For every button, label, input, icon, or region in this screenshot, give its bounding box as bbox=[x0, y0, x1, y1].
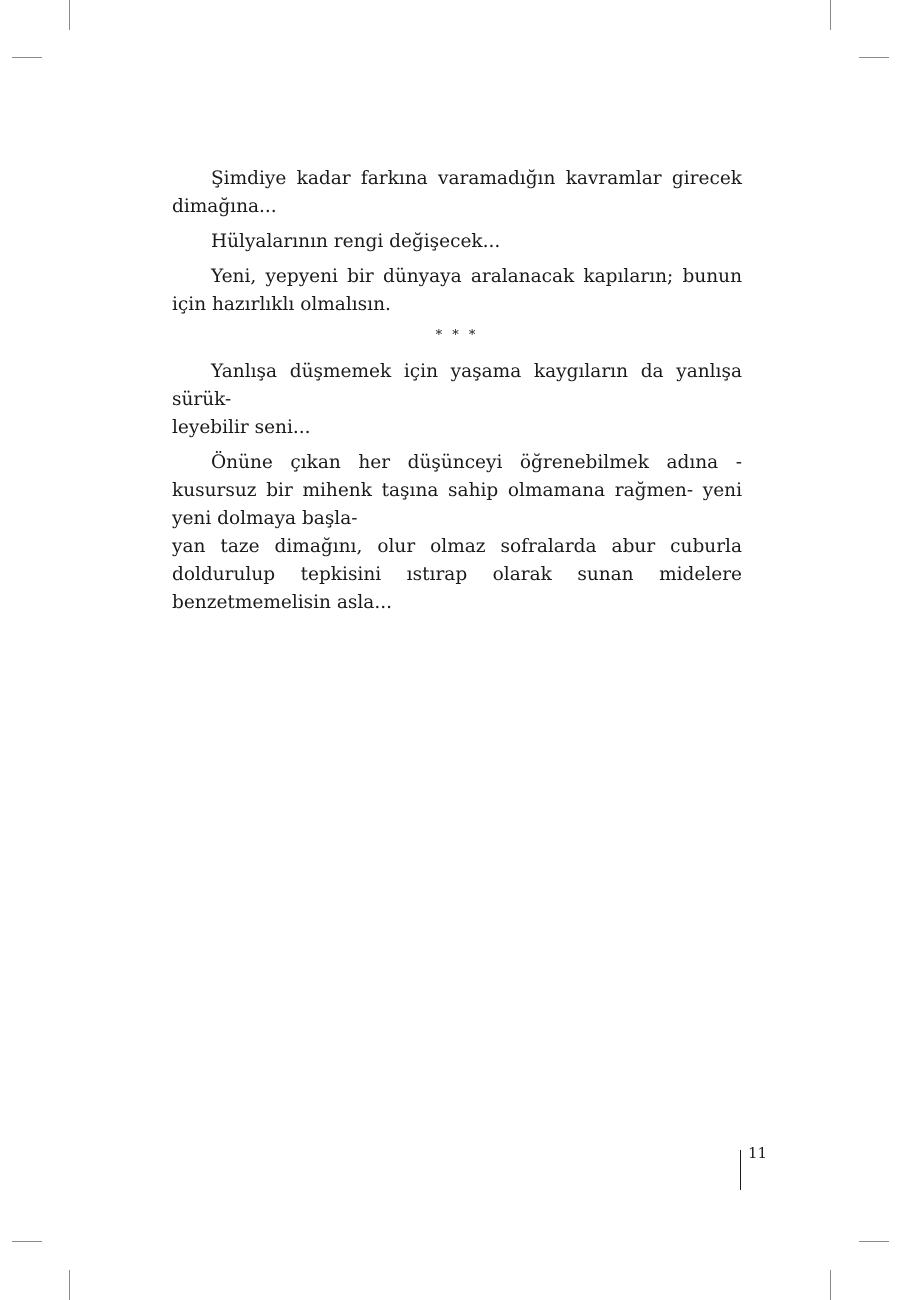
page-number: 11 bbox=[748, 1144, 768, 1162]
crop-mark-top-right-vertical bbox=[830, 0, 831, 30]
crop-mark-bottom-right-vertical bbox=[830, 1270, 831, 1300]
paragraph: Yeni, yepyeni bir dünyaya aralanacak kapıların; bunun için hazırlıklı olmalısın. bbox=[172, 266, 742, 315]
crop-mark-top-left-horizontal bbox=[12, 57, 42, 58]
paragraph: Hülyalarının rengi değişecek... bbox=[211, 231, 501, 252]
paragraph: Yanlışa düşmemek için yaşama kaygıların da yanlışa sürük- leyebilir seni... bbox=[172, 361, 742, 438]
section-separator: * * * bbox=[435, 328, 479, 343]
crop-mark-top-left-vertical bbox=[69, 0, 70, 30]
crop-mark-bottom-left-horizontal bbox=[12, 1241, 42, 1242]
paragraph: Önüne çıkan her düşünceyi öğrenebilmek adına -kusursuz bir mihenk taşına sahip olmamana rağmen- yeni yeni dolmaya başla- yan taze dimağını, olur olmaz sofralarda abur cuburla doldurulup tepkisini ıstırap olarak sunan midelere benzetmemelisin asla... bbox=[172, 452, 742, 613]
crop-mark-bottom-left-vertical bbox=[69, 1270, 70, 1300]
crop-mark-top-right-horizontal bbox=[859, 57, 889, 58]
crop-mark-bottom-right-horizontal bbox=[859, 1241, 889, 1242]
body-text bbox=[172, 165, 742, 624]
paragraph: Şimdiye kadar farkına varamadığın kavramlar girecek dimağına... bbox=[172, 168, 742, 217]
page-number-rule bbox=[740, 1150, 741, 1190]
